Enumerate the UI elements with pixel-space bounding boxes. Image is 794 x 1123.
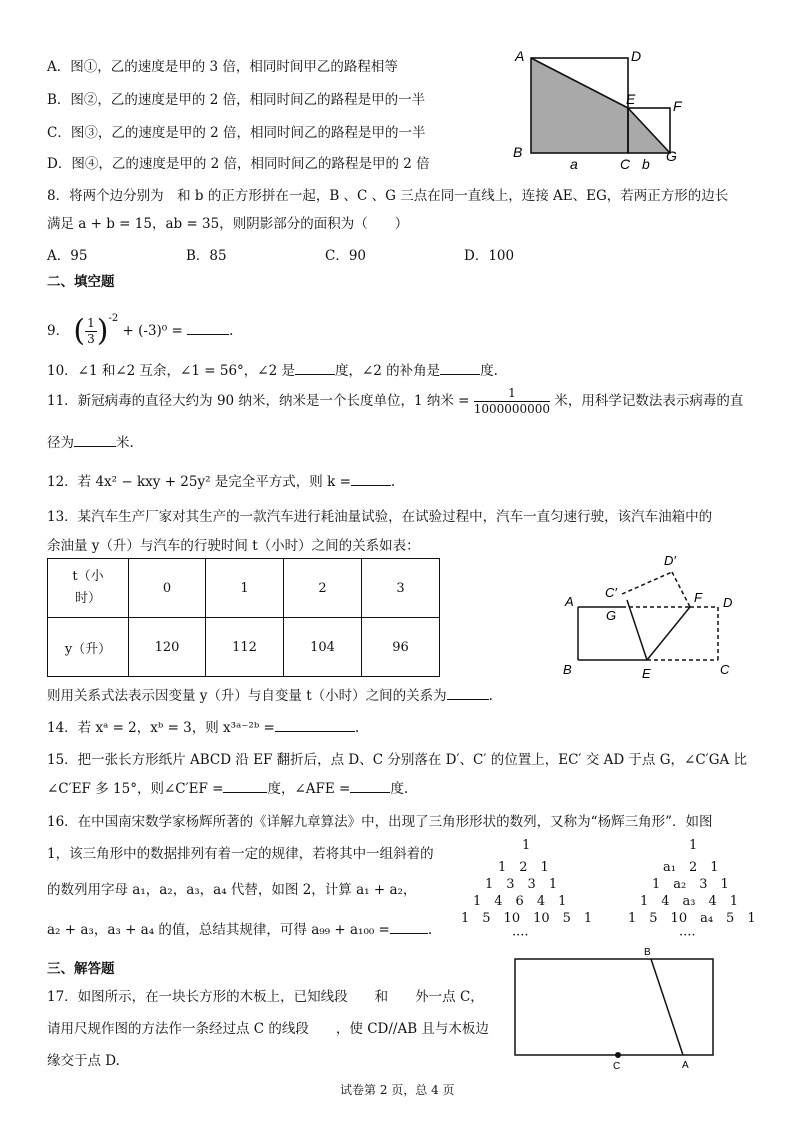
q7-option-b: B．图②，乙的速度是甲的 2 倍，相同时间乙的路程是甲的一半 — [47, 92, 426, 108]
q8-line1: 8．将两个边分别为 和 b 的正方形拼在一起，B 、C 、G 三点在同一直线上，连接 AE、EG，若两正方形的边长 — [47, 188, 729, 204]
table-cell: 3 — [362, 559, 440, 618]
label-d: D — [723, 595, 733, 610]
label-d: D — [631, 48, 642, 64]
q15-fold-figure — [560, 550, 760, 685]
label-b: B — [513, 144, 523, 160]
label-c: C — [720, 662, 730, 677]
q7-option-d: D．图④，乙的速度是甲的 2 倍，相同时间乙的路程是甲的 2 倍 — [47, 156, 430, 172]
q10-blank-1[interactable] — [295, 374, 335, 375]
q16-line2: 1，该三角形中的数据排列有着一定的规律，若将其中一组斜着的 — [47, 846, 434, 862]
triangle-row: 1 5 10 a₄ 5 1 — [628, 911, 756, 926]
q14-blank[interactable] — [275, 731, 355, 732]
board-rectangle — [515, 959, 713, 1055]
q10-blank-2[interactable] — [440, 374, 480, 375]
q8-squares-figure — [505, 45, 695, 175]
q15-blank-2[interactable] — [350, 792, 390, 793]
table-cell: 2 — [284, 559, 362, 618]
q13-line1: 13．某汽车生产厂家对其生产的一款汽车进行耗油量试验，在试验过程中，汽车一直匀速行驶，该汽车油箱中的 — [47, 509, 713, 525]
edge-c1d1-dashed — [622, 572, 672, 594]
q17-line1: 17．如图所示，在一块长方形的木板上，已知线段 和 外一点 C， — [47, 989, 484, 1005]
triangle-row: 1 4 6 4 1 — [473, 894, 567, 909]
fold-ef — [647, 607, 690, 660]
label-g: G — [606, 608, 617, 623]
page-footer: 试卷第 2 页，总 4 页 — [340, 1083, 455, 1097]
q9-number: 9． — [47, 323, 70, 339]
label-f: F — [694, 590, 702, 605]
triangle-row: 1 2 1 — [498, 860, 549, 875]
edge-ec1 — [627, 600, 647, 660]
q11-blank[interactable] — [74, 446, 116, 447]
yanghui-triangle-2 — [625, 838, 765, 943]
q10: 10．∠1 和∠2 互余，∠1 = 56°，∠2 是 度，∠2 的补角是 度. — [47, 363, 498, 379]
label-side-a: a — [570, 156, 578, 172]
q16-blank[interactable] — [390, 933, 428, 934]
q17-line2: 请用尺规作图的方法作一条经过点 C 的线段 ，使 CD//AB 且与木板边 — [47, 1021, 489, 1037]
q9-exponent: -2 — [108, 313, 119, 324]
q13-after: 则用关系式法表示因变量 y（升）与自变量 t（小时）之间的关系为 . — [47, 688, 493, 704]
triangle-row: 1 4 a₃ 4 1 — [640, 894, 739, 909]
q11-line1: 11．新冠病毒的直径大约为 90 纳米，纳米是一个长度单位，1 纳米 = $\frac{1}{1000000000}$ 米，用科学记数法表示病毒的直 — [47, 386, 744, 416]
q11-fraction: $\frac{1}{1000000000}$ — [473, 386, 551, 416]
table-cell: 104 — [284, 618, 362, 677]
q15-line1: 15．把一张长方形纸片 ABCD 沿 EF 翻折后，点 D、C 分别落在 D′、C′ 的位置上，EC′ 交 AD 于点 G，∠C′GA 比 — [47, 752, 748, 768]
q9-rest: + (-3)⁰ = — [122, 323, 183, 339]
q8-choice-c: C．90 — [325, 248, 367, 264]
label-c1: C′ — [605, 585, 617, 600]
label-g: G — [666, 148, 677, 164]
q8-choice-d: D．100 — [464, 248, 515, 264]
table-cell: 112 — [206, 618, 284, 677]
q17-line3: 缘交于点 D. — [47, 1053, 120, 1069]
segment-ab — [651, 959, 683, 1055]
triangle-row: a₁ 2 1 — [663, 860, 719, 875]
section-fill-in-title: 二、填空题 — [47, 274, 115, 290]
q9: 9． ( $\frac{1}{3}$ )$^{-2}$ + (-3)⁰ = . — [47, 313, 234, 349]
table-row — [48, 559, 440, 618]
yanghui-triangle-1 — [458, 838, 598, 943]
q13-blank[interactable] — [447, 699, 489, 700]
q11-line2: 径为 米. — [47, 435, 134, 451]
q15-blank-1[interactable] — [223, 792, 267, 793]
label-f: F — [673, 98, 682, 114]
q12-blank[interactable] — [351, 485, 391, 486]
label-a: A — [565, 594, 574, 609]
triangle-row: 1 3 3 1 — [485, 877, 558, 892]
q7-option-c: C．图③，乙的速度是甲的 2 倍，相同时间乙的路程是甲的一半 — [47, 125, 426, 141]
q16-line4: a₂ + a₃，a₃ + a₄ 的值，总结其规律，可得 a₉₉ + a₁₀₀ = . — [47, 922, 433, 938]
label-c: C — [620, 156, 631, 172]
q12: 12．若 4x² − kxy + 25y² 是完全平方式，则 k = . — [47, 474, 396, 490]
q8-choice-a: A．95 — [47, 248, 88, 264]
q9-answer-blank[interactable] — [187, 334, 229, 335]
q15-line2: ∠C′EF 多 15°，则∠C′EF = 度，∠AFE = 度. — [47, 781, 409, 797]
q16-line1: 16．在中国南宋数学家杨辉所著的《详解九章算法》中，出现了三角形形状的数列，又称为“杨辉三角形”．如图 — [47, 814, 713, 830]
triangle-row: 1 — [689, 838, 698, 853]
q8-line2: 满足 a + b = 15，ab = 35，则阴影部分的面积为（ ） — [47, 216, 409, 232]
triangle-ellipsis: ···· — [679, 928, 696, 943]
table-cell: 0 — [129, 559, 206, 618]
table-cell: 1 — [206, 559, 284, 618]
q16-line3: 的数列用字母 a₁，a₂，a₃，a₄ 代替，如图 2，计算 a₁ + a₂， — [47, 882, 417, 898]
q7-option-a: A．图①，乙的速度是甲的 3 倍，相同时间甲乙的路程相等 — [47, 59, 398, 75]
q17-board-figure — [505, 945, 725, 1075]
label-d1: D′ — [664, 553, 676, 568]
label-a: A — [515, 48, 525, 64]
triangle-row: 1 — [522, 838, 531, 853]
label-e: E — [626, 91, 636, 107]
table-header-y: y（升） — [48, 618, 129, 677]
label-e: E — [642, 666, 651, 681]
triangle-row: 1 a₂ 3 1 — [652, 877, 729, 892]
q13-table — [47, 558, 440, 677]
q13-line2: 余油量 y（升）与汽车的行驶时间 t（小时）之间的关系如表： — [47, 538, 420, 554]
table-cell: 96 — [362, 618, 440, 677]
triangle-row: 1 5 10 10 5 1 — [461, 911, 593, 926]
edge-d1f-dashed — [672, 572, 690, 607]
label-a: A — [682, 1060, 689, 1071]
q9-fraction: $\frac{1}{3}$ — [87, 316, 95, 346]
q8-choice-b: B．85 — [186, 248, 227, 264]
shaded-region — [531, 58, 670, 153]
table-cell: 120 — [129, 618, 206, 677]
label-side-b: b — [642, 156, 650, 172]
table-header-t: t（小 时） — [48, 559, 129, 618]
point-c — [615, 1052, 621, 1058]
label-b: B — [644, 947, 651, 958]
label-c: C — [613, 1061, 621, 1072]
section-answer-title: 三、解答题 — [47, 961, 115, 977]
table-row — [48, 618, 440, 677]
triangle-ellipsis: ···· — [512, 928, 529, 943]
label-b: B — [563, 662, 572, 677]
q14: 14．若 xᵃ = 2，xᵇ = 3，则 x³ᵃ⁻²ᵇ = . — [47, 720, 360, 736]
